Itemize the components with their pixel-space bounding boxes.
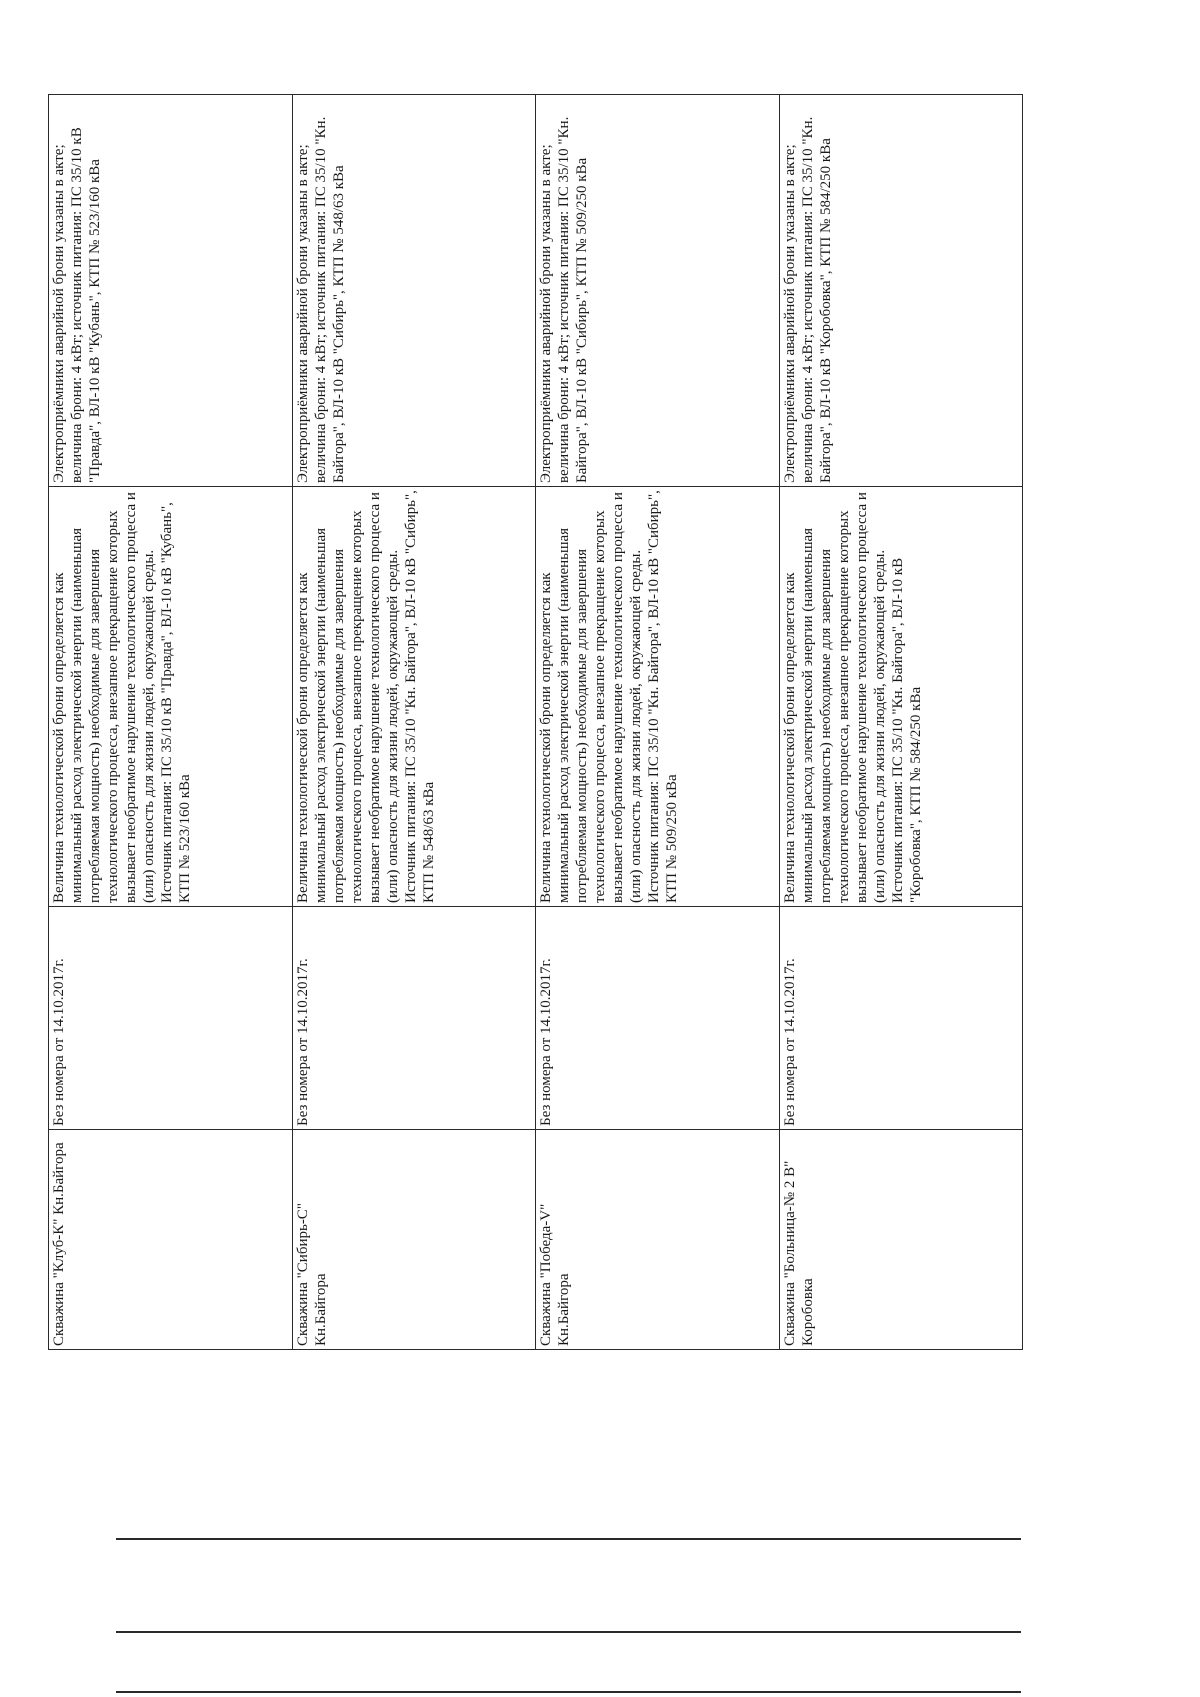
table-row bbox=[779, 95, 1023, 1350]
reserve-table bbox=[48, 94, 1023, 1350]
emergency-reserve-cell: Электроприёмники аварийной брони указаны в акте; величина брони: 4 кВт; источник питания: ПС 35/10 "Кн. Байгора", ВЛ-10 кВ "Сибирь", КТП № 548/63 кВа bbox=[292, 95, 536, 487]
tech-reserve-cell: Величина технологической брони определяется как минимальный расход электрической энергии (наименьшая потребляемая мощность) необходимые для завершения технологического процесса, внезапное прекращение которых вызывает необратимое нарушение технологического процесса и (или) опасность для жизни людей, окружающей среды. Источник питания: ПС 35/10 "Кн. Байгора", ВЛ-10 кВ "Сибирь", КТП № 509/250 кВа bbox=[536, 487, 780, 907]
emergency-reserve-cell: Электроприёмники аварийной брони указаны в акте; величина брони: 4 кВт; источник питания: ПС 35/10 кВ "Правда", ВЛ-10 кВ "Кубань", КТП № 523/160 кВа bbox=[49, 95, 293, 487]
object-cell: Скважина "Клуб-К" Кн.Байгора bbox=[49, 1130, 293, 1350]
act-cell: Без номера от 14.10.2017г. bbox=[779, 907, 1023, 1130]
rotated-page bbox=[48, 50, 1023, 1650]
act-cell: Без номера от 14.10.2017г. bbox=[49, 907, 293, 1130]
act-cell: Без номера от 14.10.2017г. bbox=[292, 907, 536, 1130]
tech-reserve-cell: Величина технологической брони определяется как минимальный расход электрической энергии (наименьшая потребляемая мощность) необходимые для завершения технологического процесса, внезапное прекращение которых вызывает необратимое нарушение технологического процесса и (или) опасность для жизни людей, окружающей среды. Источник питания: ПС 35/10 "Кн. Байгора", ВЛ-10 кВ "Коробовка", КТП № 584/250 кВа bbox=[779, 487, 1023, 907]
blank-line-3 bbox=[116, 1691, 1021, 1693]
blank-line-2 bbox=[116, 1631, 1021, 1633]
table-row bbox=[292, 95, 536, 1350]
tech-reserve-cell: Величина технологической брони определяется как минимальный расход электрической энергии (наименьшая потребляемая мощность) необходимые для завершения технологического процесса, внезапное прекращение которых вызывает необратимое нарушение технологического процесса и (или) опасность для жизни людей, окружающей среды. Источник питания: ПС 35/10 "Кн. Байгора", ВЛ-10 кВ "Сибирь", КТП № 548/63 кВа bbox=[292, 487, 536, 907]
emergency-reserve-cell: Электроприёмники аварийной брони указаны в акте; величина брони: 4 кВт; источник питания: ПС 35/10 "Кн. Байгора", ВЛ-10 кВ "Сибирь", КТП № 509/250 кВа bbox=[536, 95, 780, 487]
tech-reserve-cell: Величина технологической брони определяется как минимальный расход электрической энергии (наименьшая потребляемая мощность) необходимые для завершения технологического процесса, внезапное прекращение которых вызывает необратимое нарушение технологического процесса и (или) опасность для жизни людей, окружающей среды. Источник питания: ПС 35/10 кВ "Правда", ВЛ-10 кВ "Кубань", КТП № 523/160 кВа bbox=[49, 487, 293, 907]
act-cell: Без номера от 14.10.2017г. bbox=[536, 907, 780, 1130]
table-row bbox=[49, 95, 293, 1350]
object-cell: Скважина "Сибирь-С" Кн.Байгора bbox=[292, 1130, 536, 1350]
table-row bbox=[536, 95, 780, 1350]
blank-line-1 bbox=[116, 1538, 1021, 1540]
emergency-reserve-cell: Электроприёмники аварийной брони указаны в акте; величина брони: 4 кВт; источник питания: ПС 35/10 "Кн. Байгора", ВЛ-10 кВ "Коробовка", КТП № 584/250 кВа bbox=[779, 95, 1023, 487]
object-cell: Скважина "Больница-№ 2 В" Коробовка bbox=[779, 1130, 1023, 1350]
object-cell: Скважина "Победа-V" Кн.Байгора bbox=[536, 1130, 780, 1350]
